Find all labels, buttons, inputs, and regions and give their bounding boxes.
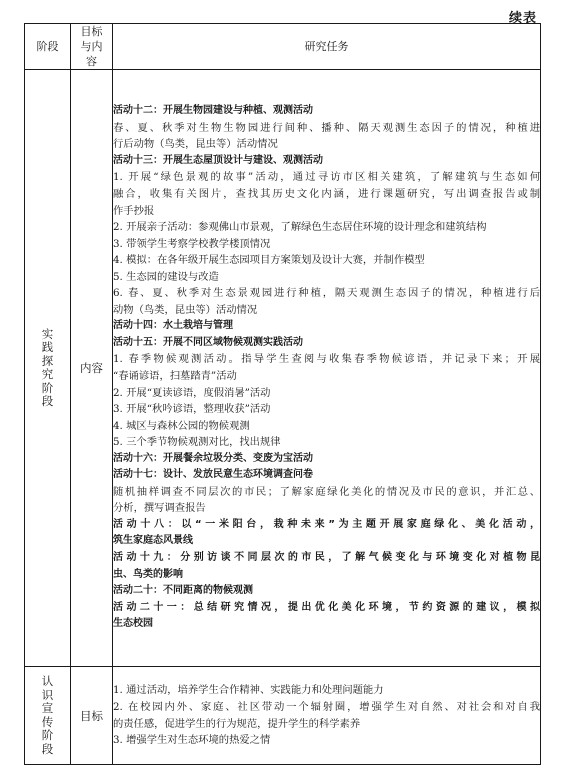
task-text-line: 春、夏、秋季对生物生物园进行间种、播种、隔天观测生态因子的情况，种植进 xyxy=(113,121,540,134)
header-research-task: 研究任务 xyxy=(113,24,541,70)
table-header-row xyxy=(25,24,541,70)
task-text-line: 动物（鸟类，昆虫等）活动情况 xyxy=(113,303,258,316)
activity-heading: 活动二十：不同距离的物候观测 xyxy=(113,585,253,597)
task-text-line: 2. 开展亲子活动：参观佛山市景观，了解绿色生态居住环境的设计理念和建筑结构 xyxy=(113,221,487,234)
activity-heading: 活动十四：水土栽培与管理 xyxy=(113,320,233,332)
activity-heading: 筑生家庭态风景线 xyxy=(113,535,193,547)
activity-heading: 生态校园 xyxy=(113,618,153,630)
task-text-line: 分析，撰写调查报告 xyxy=(113,502,206,515)
goal-cell: 目标 xyxy=(71,667,113,765)
research-task-table xyxy=(24,23,541,765)
task-text-line: 4. 城区与森林公园的物候观测 xyxy=(113,419,250,432)
activity-heading: 活动二十一：总结研究情况，提出优化美化环境，节约资源的建议，模拟 xyxy=(113,601,540,613)
task-text-line: 6. 春、夏、秋季对生态景观园进行种植，隔天观测生态因子的情况，种植进行后 xyxy=(113,287,540,300)
task-text-line: 5. 生态园的建设与改造 xyxy=(113,270,219,283)
stage-cell xyxy=(25,70,71,667)
table-row xyxy=(25,70,541,667)
continued-label: 续表 xyxy=(508,11,537,26)
task-text-line: 2. 开展“夏读谚语，度假消暑”活动 xyxy=(113,386,271,399)
task-cell xyxy=(113,70,541,667)
task-text-line: 1. 春季物候观测活动。指导学生查阅与收集春季物候谚语，并记录下来；开展 xyxy=(113,353,540,366)
activity-heading: 活动十二：开展生物园建设与种植、观测活动 xyxy=(113,105,313,117)
activity-heading: 活动十八：以“一米阳台，栽种未来”为主题开展家庭绿化、美化活动， xyxy=(113,518,540,530)
task-text-line: 1. 开展“绿色景观的故事”活动，通过寻访市区相关建筑，了解建筑与生态如何 xyxy=(113,171,540,184)
task-text-line: 作手抄报 xyxy=(113,204,155,217)
activity-heading: 虫、鸟类的影响 xyxy=(113,568,183,580)
stage-label: 认识宣传阶段 xyxy=(41,674,54,756)
header-goal-text: 目标与内容 xyxy=(80,25,103,68)
task-text-line: 2. 在校园内外、家庭、社区带动一个辐射圈，增强学生对自然、对社会和对自我 xyxy=(113,700,540,713)
task-text-line: 1. 通过活动，培养学生合作精神、实践能力和处理问题能力 xyxy=(113,684,384,697)
task-text-line: 4. 模拟：在各年级开展生态园项目方案策划及设计大赛，并制作模型 xyxy=(113,254,425,267)
task-text-line: 融合，收集有关图片，查找其历史文化内涵，进行课题研究，写出调查报告或制 xyxy=(113,187,540,200)
header-stage: 阶段 xyxy=(25,24,71,70)
task-text-line: 3. 增强学生对生态环境的热爱之情 xyxy=(113,734,271,747)
stage-label: 实践探究阶段 xyxy=(41,326,54,408)
task-text-line: 的责任感，促进学生的行为规范，提升学生的科学素养 xyxy=(113,717,361,730)
table-row xyxy=(25,667,541,765)
activity-heading: 活动十五：开展不同区域物候观测实践活动 xyxy=(113,336,303,348)
task-text-line: 3. 开展“秋吟谚语，整理收获”活动 xyxy=(113,403,271,416)
activity-heading: 活动十六：开展餐余垃圾分类、变废为宝活动 xyxy=(113,452,313,464)
task-text-line: “春诵谚语，扫墓踏青”活动 xyxy=(113,370,237,382)
activity-heading: 活动十九：分别访谈不同层次的市民，了解气候变化与环境变化对植物昆 xyxy=(113,552,540,564)
task-text-line: 随机抽样调查不同层次的市民；了解家庭绿化美化的情况及市民的意识，并汇总、 xyxy=(113,485,540,498)
activity-heading: 活动十三：开展生态屋顶设计与建设、观测活动 xyxy=(113,154,323,166)
task-text-line: 3. 带领学生考察学校教学楼顶情况 xyxy=(113,237,271,250)
header-goal-content xyxy=(71,24,113,70)
task-text-line: 行后动物（鸟类，昆虫等）活动情况 xyxy=(113,138,278,151)
stage-cell xyxy=(25,667,71,765)
goal-cell: 内容 xyxy=(71,70,113,667)
activity-heading: 活动十七：设计、发放民意生态环境调查问卷 xyxy=(113,469,313,481)
task-text-line: 5. 三个季节物候观测对比，找出规律 xyxy=(113,436,281,449)
task-cell xyxy=(113,667,541,765)
